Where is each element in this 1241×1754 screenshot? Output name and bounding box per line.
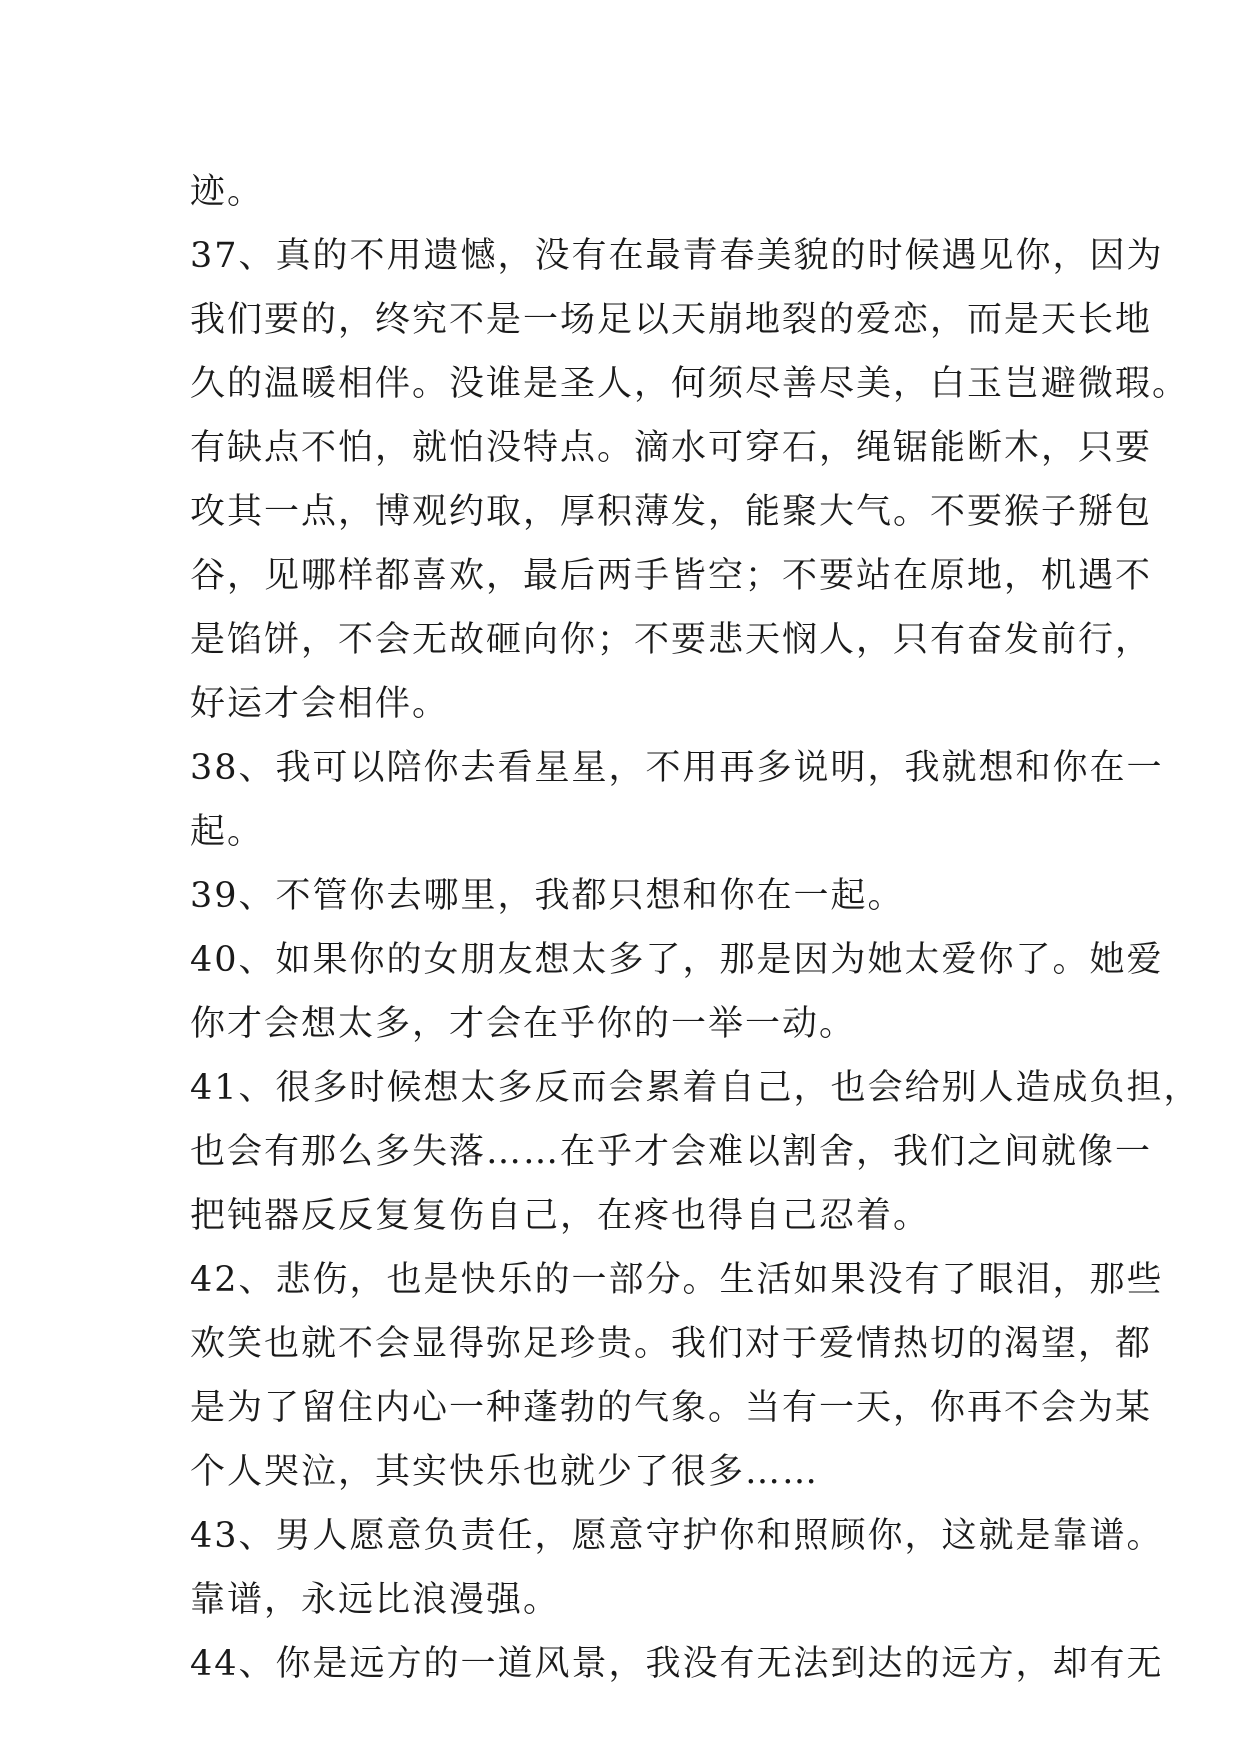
text-line: 38、我可以陪你去看星星，不用再多说明，我就想和你在一 <box>190 748 1164 788</box>
text-line: 有缺点不怕，就怕没特点。滴水可穿石，绳锯能断木，只要 <box>190 428 1153 468</box>
text-line: 42、悲伤，也是快乐的一部分。生活如果没有了眼泪，那些 <box>190 1260 1164 1300</box>
text-line: 44、你是远方的一道风景，我没有无法到达的远方，却有无 <box>190 1644 1164 1684</box>
text-line: 我们要的，终究不是一场足以天崩地裂的爱恋，而是天长地 <box>190 300 1153 340</box>
text-line: 个人哭泣，其实快乐也就少了很多…… <box>190 1452 820 1492</box>
text-line: 靠谱，永远比浪漫强。 <box>190 1580 561 1620</box>
text-line: 37、真的不用遗憾，没有在最青春美貌的时候遇见你，因为 <box>190 236 1164 276</box>
text-line: 久的温暖相伴。没谁是圣人，何须尽善尽美，白玉岂避微瑕。 <box>190 364 1190 404</box>
text-line: 是为了留住内心一种蓬勃的气象。当有一天，你再不会为某 <box>190 1388 1153 1428</box>
text-line: 起。 <box>190 812 265 852</box>
text-line: 43、男人愿意负责任，愿意守护你和照顾你，这就是靠谱。 <box>190 1516 1164 1556</box>
text-line: 40、如果你的女朋友想太多了，那是因为她太爱你了。她爱 <box>190 940 1164 980</box>
text-line: 攻其一点，博观约取，厚积薄发，能聚大气。不要猴子掰包 <box>190 492 1153 532</box>
text-line: 你才会想太多，才会在乎你的一举一动。 <box>190 1004 857 1044</box>
text-line: 41、很多时候想太多反而会累着自己，也会给别人造成负担， <box>190 1068 1201 1108</box>
text-line: 好运才会相伴。 <box>190 684 450 724</box>
text-line: 谷，见哪样都喜欢，最后两手皆空；不要站在原地，机遇不 <box>190 556 1153 596</box>
text-line: 迹。 <box>190 172 265 212</box>
text-line: 是馅饼，不会无故砸向你；不要悲天悯人，只有奋发前行， <box>190 620 1153 660</box>
text-line: 39、不管你去哪里，我都只想和你在一起。 <box>190 876 905 916</box>
text-line: 把钝器反反复复伤自己，在疼也得自己忍着。 <box>190 1196 931 1236</box>
text-line: 也会有那么多失落……在乎才会难以割舍，我们之间就像一 <box>190 1132 1153 1172</box>
text-line: 欢笑也就不会显得弥足珍贵。我们对于爱情热切的渴望，都 <box>190 1324 1153 1364</box>
document-body <box>190 160 1201 1696</box>
